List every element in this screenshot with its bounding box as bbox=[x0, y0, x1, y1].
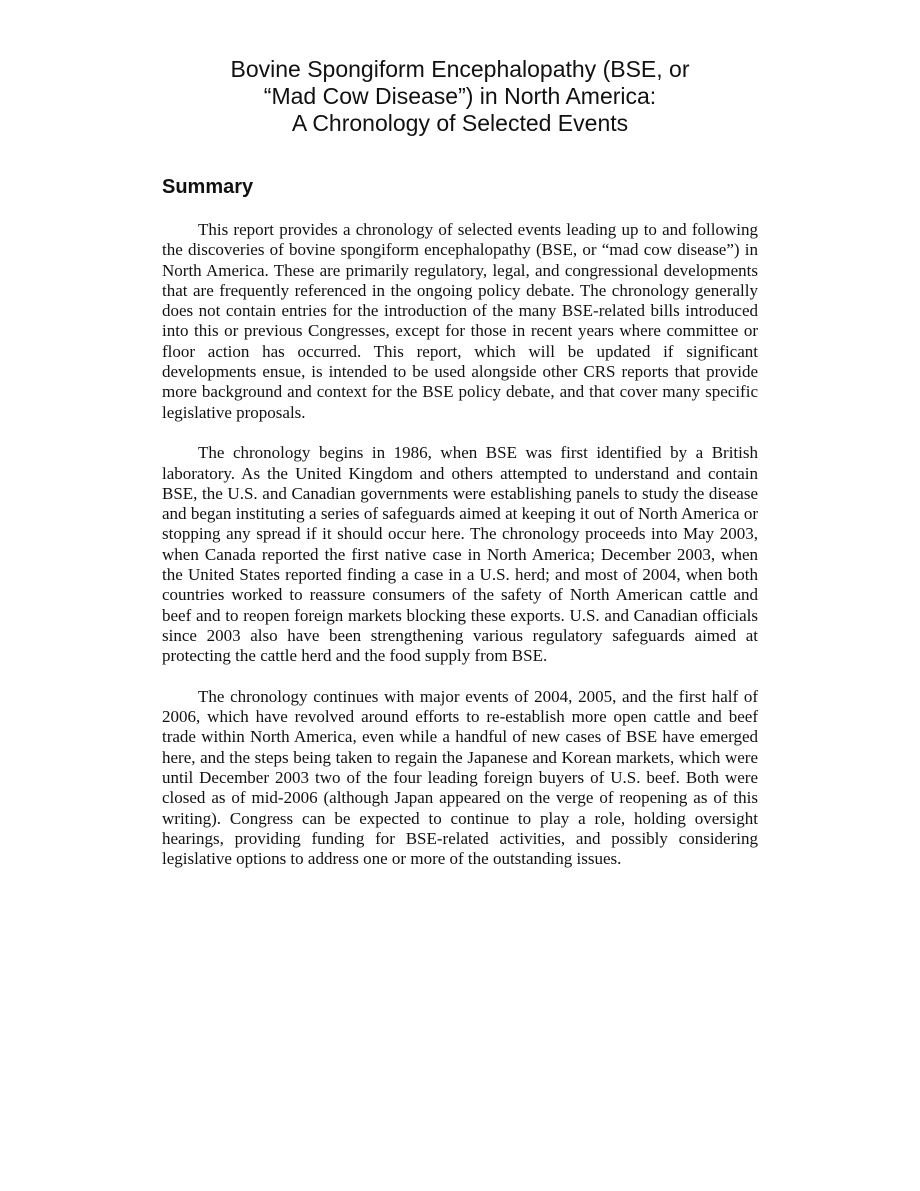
title-line-2: “Mad Cow Disease”) in North America: bbox=[263, 83, 657, 109]
summary-body bbox=[162, 220, 758, 890]
title-line-1: Bovine Spongiform Encephalopathy (BSE, or bbox=[230, 56, 690, 82]
summary-paragraph-1: This report provides a chronology of selected events leading up to and following the discoveries of bovine spongiform encephalopathy (BSE, or “mad cow disease”) in North America. These are primarily regulatory, legal, and congressional developments that are frequently referenced in the ongoing policy debate. The chronology generally does not contain entries for the introduction of the many BSE-related bills introduced into this or previous Congresses, except for those in recent years where committee or floor action has occurred. This report, which will be updated if significant developments ensue, is intended to be used alongside other CRS reports that provide more background and context for the BSE policy debate, and that cover many specific legislative proposals. bbox=[162, 220, 758, 422]
title-line-3: A Chronology of Selected Events bbox=[291, 110, 629, 136]
summary-heading: Summary bbox=[162, 176, 254, 198]
report-title bbox=[162, 56, 758, 137]
summary-paragraph-2: The chronology begins in 1986, when BSE was first identified by a British laboratory. As the United Kingdom and others attempted to understand and contain BSE, the U.S. and Canadian governments were establishing panels to study the disease and began instituting a series of safeguards aimed at keeping it out of North America or stopping any spread if it should occur here. The chronology proceeds into May 2003, when Canada reported the first native case in North America; December 2003, when the United States reported finding a case in a U.S. herd; and most of 2004, when both countries worked to reassure consumers of the safety of North American cattle and beef and to reopen foreign markets blocking these exports. U.S. and Canadian officials since 2003 also have been strengthening various regulatory safeguards aimed at protecting the cattle herd and the food supply from BSE. bbox=[162, 443, 758, 666]
summary-paragraph-3: The chronology continues with major events of 2004, 2005, and the first half of 2006, which have revolved around efforts to re-establish more open cattle and beef trade within North America, even while a handful of new cases of BSE have emerged here, and the steps being taken to regain the Japanese and Korean markets, which were until December 2003 two of the four leading foreign buyers of U.S. beef. Both were closed as of mid-2006 (although Japan appeared on the verge of reopening as of this writing). Congress can be expected to continue to play a role, holding oversight hearings, providing funding for BSE-related activities, and possibly considering legislative options to address one or more of the outstanding issues. bbox=[162, 686, 758, 869]
